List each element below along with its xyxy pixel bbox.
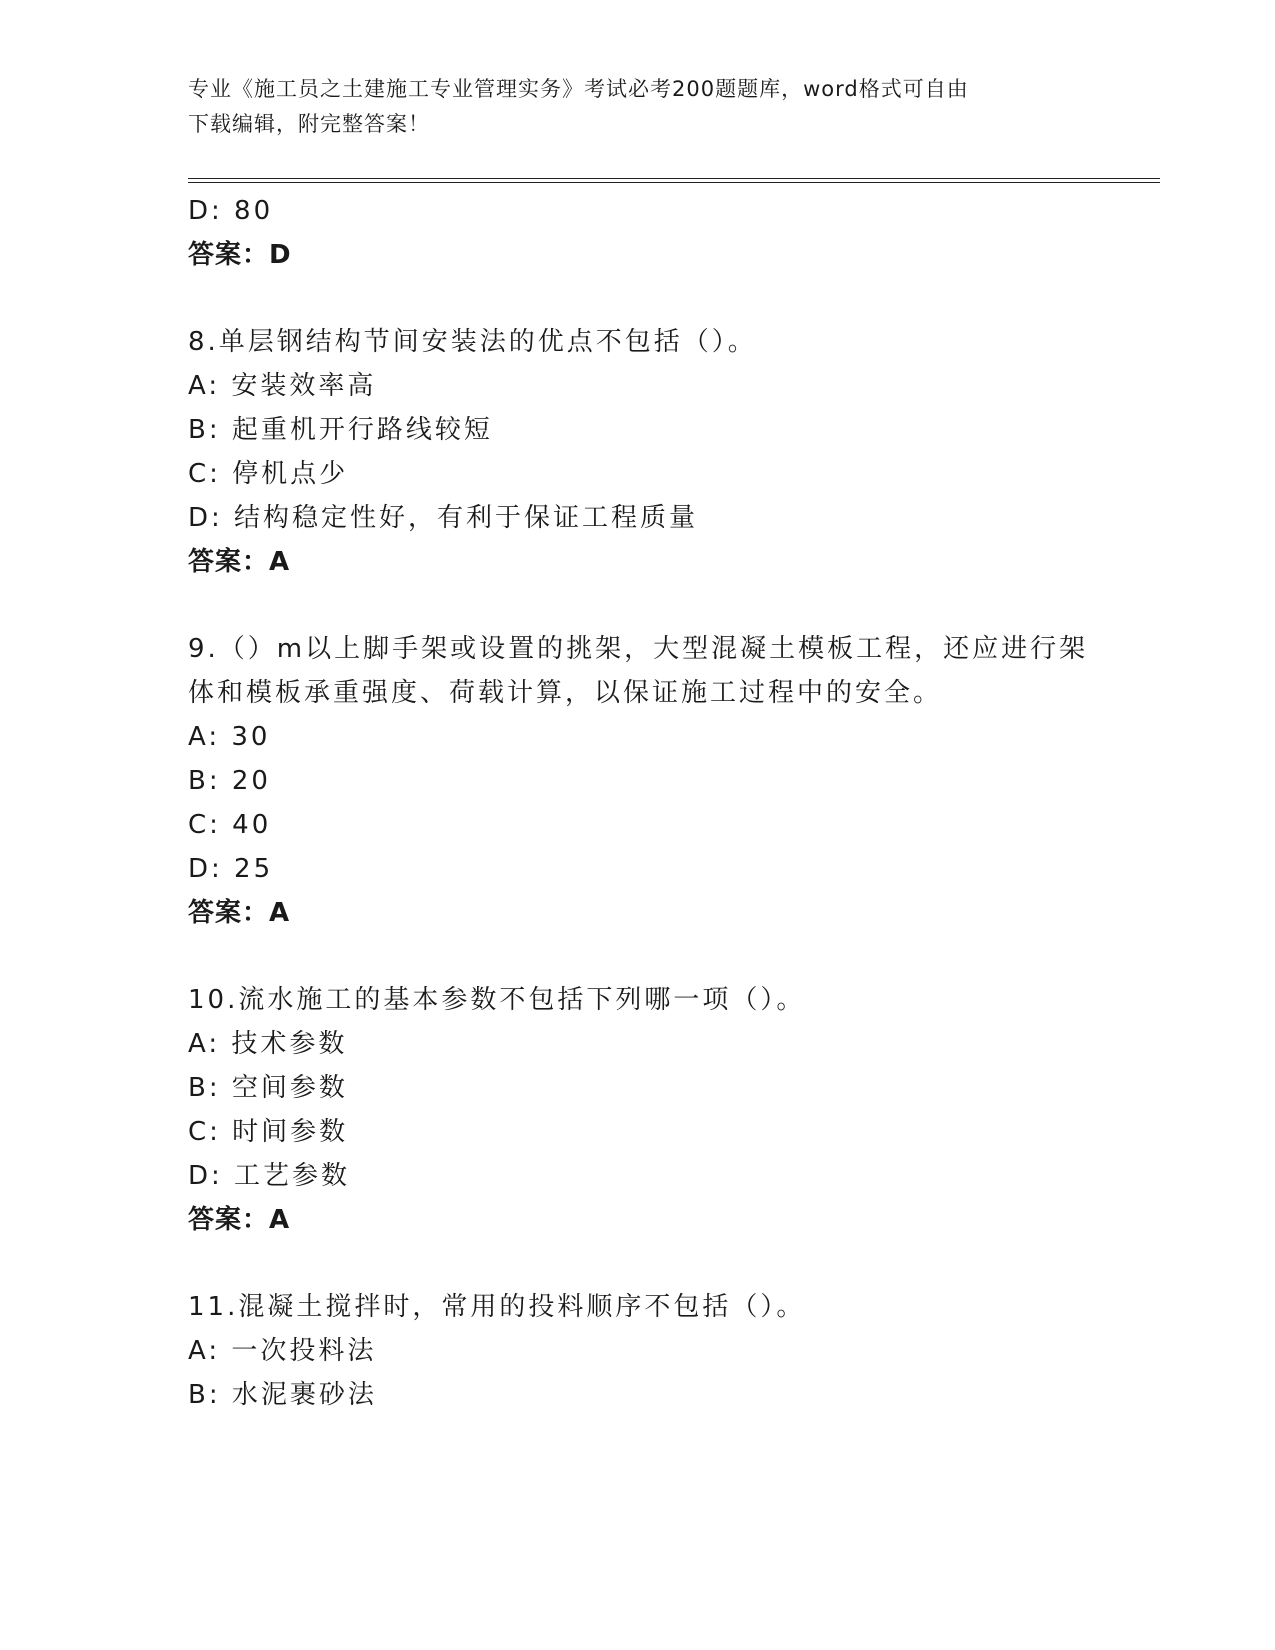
question-9-answer: 答案：A [188, 898, 291, 928]
question-9-stem-line-2: 体和模板承重强度、荷载计算，以保证施工过程中的安全。 [188, 678, 943, 708]
question-10-option-c: C: 时间参数 [188, 1117, 349, 1147]
question-10-option-d: D: 工艺参数 [188, 1161, 351, 1191]
question-11-option-b: B: 水泥裹砂法 [188, 1380, 377, 1410]
header-line-2: 下载编辑，附完整答案！ [188, 112, 430, 136]
prev-answer: 答案：D [188, 240, 292, 270]
question-9-option-d: D: 25 [188, 854, 274, 884]
question-11-stem: 11.混凝土搅拌时，常用的投料顺序不包括（）。 [188, 1292, 806, 1322]
document-header [188, 72, 1088, 142]
question-8-stem: 8.单层钢结构节间安装法的优点不包括（）。 [188, 327, 757, 357]
question-8-answer: 答案：A [188, 547, 291, 577]
prev-option-d: D: 80 [188, 196, 274, 226]
question-8-option-a: A: 安装效率高 [188, 371, 377, 401]
question-10-option-a: A: 技术参数 [188, 1029, 348, 1059]
question-8-option-c: C: 停机点少 [188, 459, 349, 489]
header-divider-top [188, 178, 1160, 179]
question-10-answer: 答案：A [188, 1205, 291, 1235]
question-10-stem: 10.流水施工的基本参数不包括下列哪一项（）。 [188, 985, 806, 1015]
header-line-1: 专业《施工员之土建施工专业管理实务》考试必考200题题库，word格式可自由 [188, 77, 969, 101]
question-11-option-a: A: 一次投料法 [188, 1336, 377, 1366]
question-9-option-c: C: 40 [188, 810, 272, 840]
question-9-stem-line-1: 9.（）m以上脚手架或设置的挑架，大型混凝土模板工程，还应进行架 [188, 634, 1089, 664]
question-8-option-d: D: 结构稳定性好，有利于保证工程质量 [188, 503, 699, 533]
question-9-option-b: B: 20 [188, 766, 271, 796]
question-9-option-a: A: 30 [188, 722, 271, 752]
header-divider-bottom [188, 182, 1160, 183]
question-8-option-b: B: 起重机开行路线较短 [188, 415, 493, 445]
question-10-option-b: B: 空间参数 [188, 1073, 348, 1103]
